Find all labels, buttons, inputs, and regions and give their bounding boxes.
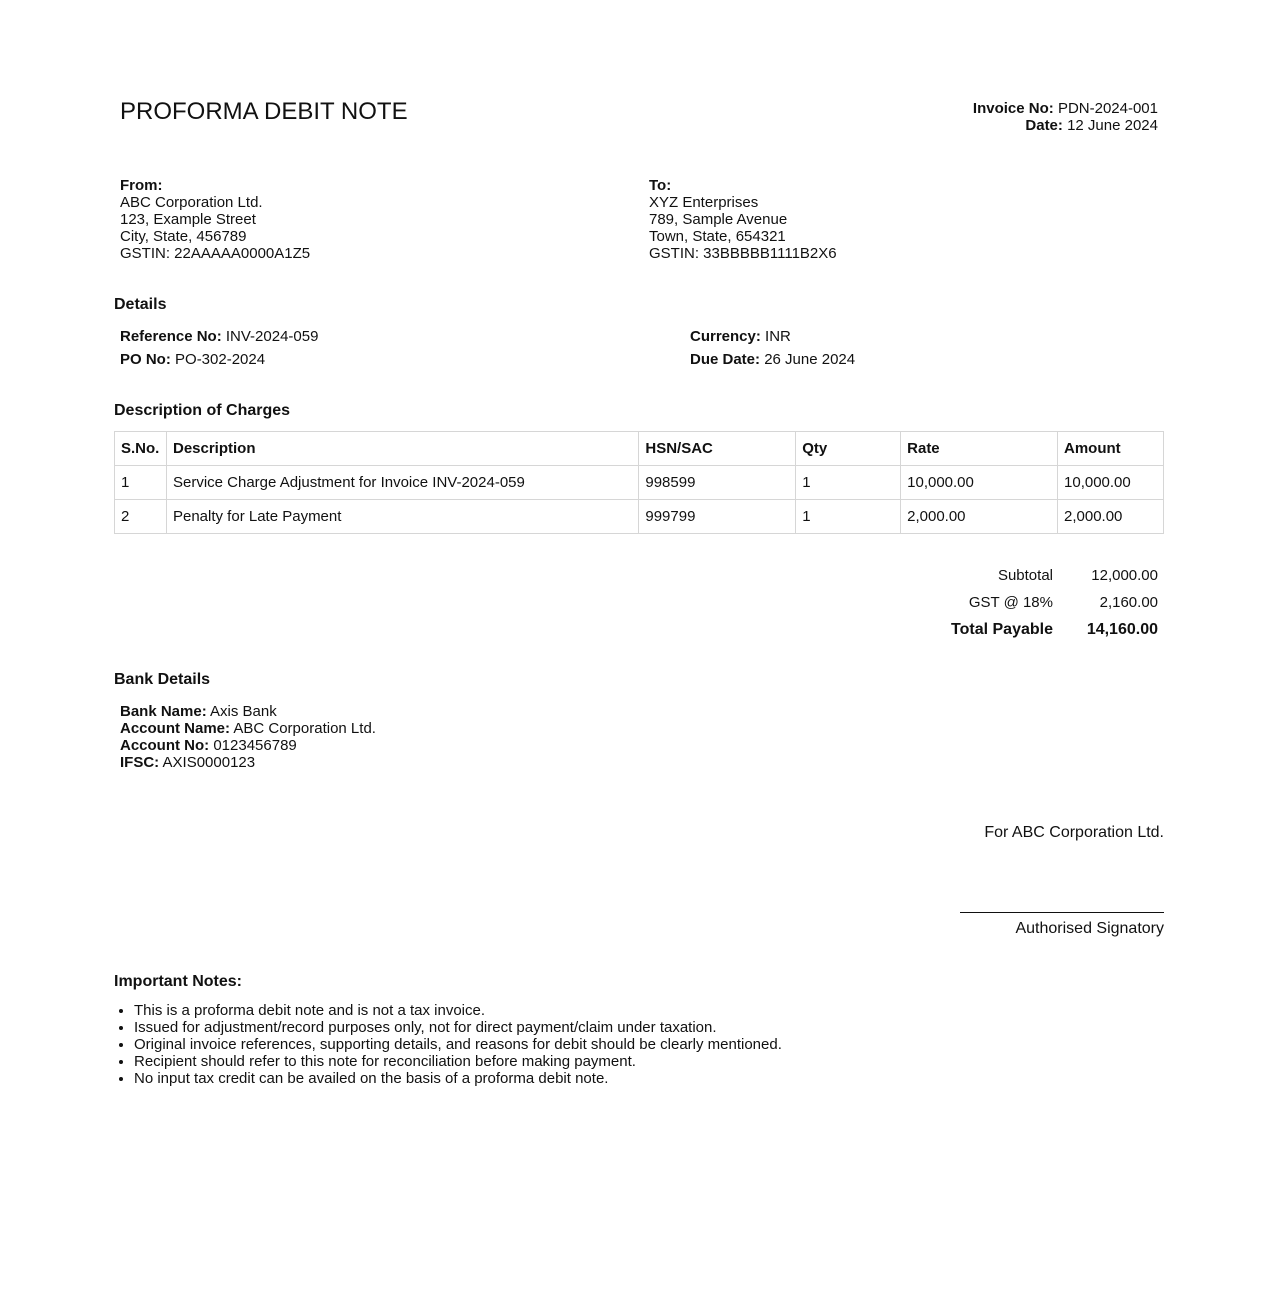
table-cell: 10,000.00: [1058, 466, 1164, 500]
invoice-number-value: PDN-2024-001: [1057, 100, 1158, 117]
po-label: PO No:: [120, 351, 171, 368]
table-cell: 2,000.00: [901, 500, 1058, 534]
gst-value: 2,160.00: [1099, 594, 1158, 611]
details-heading: Details: [114, 296, 167, 313]
list-item: • This is a proforma debit note and is not a tax invoice.: [134, 1002, 782, 1019]
invoice-date-label: Date:: [1025, 117, 1063, 134]
gst-label: GST @ 18%: [968, 594, 1053, 611]
currency: [690, 328, 791, 345]
table-cell: 2: [115, 500, 167, 534]
account-number-label: Account No:: [120, 737, 210, 754]
for-company: For ABC Corporation Ltd.: [984, 824, 1164, 841]
list-item: • Issued for adjustment/record purposes only, not for direct payment/claim under taxation.: [134, 1019, 782, 1036]
notes-list: [134, 1002, 782, 1087]
notes-heading: Important Notes:: [114, 973, 242, 990]
reference-number: [120, 328, 318, 345]
subtotal-label: Subtotal: [997, 567, 1053, 584]
list-item: • Recipient should refer to this note for reconciliation before making payment.: [134, 1053, 782, 1070]
from-address-line2: City, State, 456789: [120, 228, 247, 245]
to-address-line2: Town, State, 654321: [649, 228, 786, 245]
bank-name: [120, 703, 376, 720]
account-name-value: ABC Corporation Ltd.: [233, 720, 376, 737]
from-address-line1: 123, Example Street: [120, 211, 256, 228]
column-header: Qty: [796, 432, 901, 466]
list-item: • Original invoice references, supporting details, and reasons for debit should be clearly mentioned.: [134, 1036, 782, 1053]
invoice-date: [973, 117, 1158, 134]
from-gstin: GSTIN: 22AAAAA0000A1Z5: [120, 245, 311, 262]
invoice-number-label: Invoice No:: [972, 100, 1054, 117]
ifsc-value: AXIS0000123: [162, 754, 256, 771]
account-number: [120, 737, 376, 754]
bank-name-value: Axis Bank: [210, 703, 277, 720]
invoice-meta: [973, 100, 1158, 134]
table-cell: 2,000.00: [1058, 500, 1164, 534]
due-date-value: 26 June 2024: [764, 351, 856, 368]
column-header: Description: [166, 432, 638, 466]
table-row: [115, 500, 1164, 534]
to-party: [649, 177, 837, 262]
currency-value: INR: [765, 328, 791, 345]
authorised-signatory: Authorised Signatory: [1015, 920, 1164, 937]
ifsc-label: IFSC:: [120, 754, 160, 771]
table-cell: 1: [796, 500, 901, 534]
due-date-label: Due Date:: [690, 351, 761, 368]
po-value: PO-302-2024: [175, 351, 266, 368]
table-cell: Penalty for Late Payment: [166, 500, 638, 534]
po-number: [120, 351, 265, 368]
column-header: S.No.: [115, 432, 167, 466]
to-name: XYZ Enterprises: [649, 194, 759, 211]
bank-details: [120, 703, 376, 771]
total-payable-label: Total Payable: [951, 620, 1053, 638]
to-gstin: GSTIN: 33BBBBB1111B2X6: [649, 245, 837, 262]
table-row: [115, 466, 1164, 500]
total-payable-value: 14,160.00: [1086, 620, 1158, 638]
currency-label: Currency:: [690, 328, 761, 345]
bank-name-label: Bank Name:: [120, 703, 207, 720]
table-cell: Service Charge Adjustment for Invoice INV-2024-059: [166, 466, 638, 500]
from-party: [120, 177, 310, 262]
table-cell: 998599: [639, 466, 796, 500]
account-number-value: 0123456789: [213, 737, 297, 754]
list-item: • No input tax credit can be availed on the basis of a proforma debit note.: [134, 1070, 782, 1087]
table-cell: 10,000.00: [901, 466, 1058, 500]
gst-row: [853, 589, 1158, 616]
charges-heading: Description of Charges: [114, 402, 291, 419]
signature-line: [960, 912, 1164, 913]
subtotal-row: [853, 562, 1158, 589]
table-header-row: [115, 432, 1164, 466]
account-name: [120, 720, 376, 737]
from-name: ABC Corporation Ltd.: [120, 194, 263, 211]
table-cell: 999799: [639, 500, 796, 534]
invoice-number: [973, 100, 1158, 117]
total-payable-row: [853, 616, 1158, 643]
to-label: To:: [649, 177, 672, 194]
subtotal-value: 12,000.00: [1091, 567, 1158, 584]
totals-block: [853, 562, 1158, 643]
invoice-date-value: 12 June 2024: [1067, 117, 1158, 134]
due-date: [690, 351, 855, 368]
reference-label: Reference No:: [120, 328, 222, 345]
charges-table: [114, 431, 1164, 534]
table-cell: 1: [796, 466, 901, 500]
from-label: From:: [120, 177, 163, 194]
table-cell: 1: [115, 466, 167, 500]
bank-details-heading: Bank Details: [114, 671, 211, 688]
column-header: HSN/SAC: [639, 432, 796, 466]
ifsc: [120, 754, 376, 771]
to-address-line1: 789, Sample Avenue: [649, 211, 788, 228]
column-header: Rate: [901, 432, 1058, 466]
reference-value: INV-2024-059: [225, 328, 319, 345]
page-title: PROFORMA DEBIT NOTE: [120, 98, 408, 125]
account-name-label: Account Name:: [120, 720, 231, 737]
column-header: Amount: [1058, 432, 1164, 466]
